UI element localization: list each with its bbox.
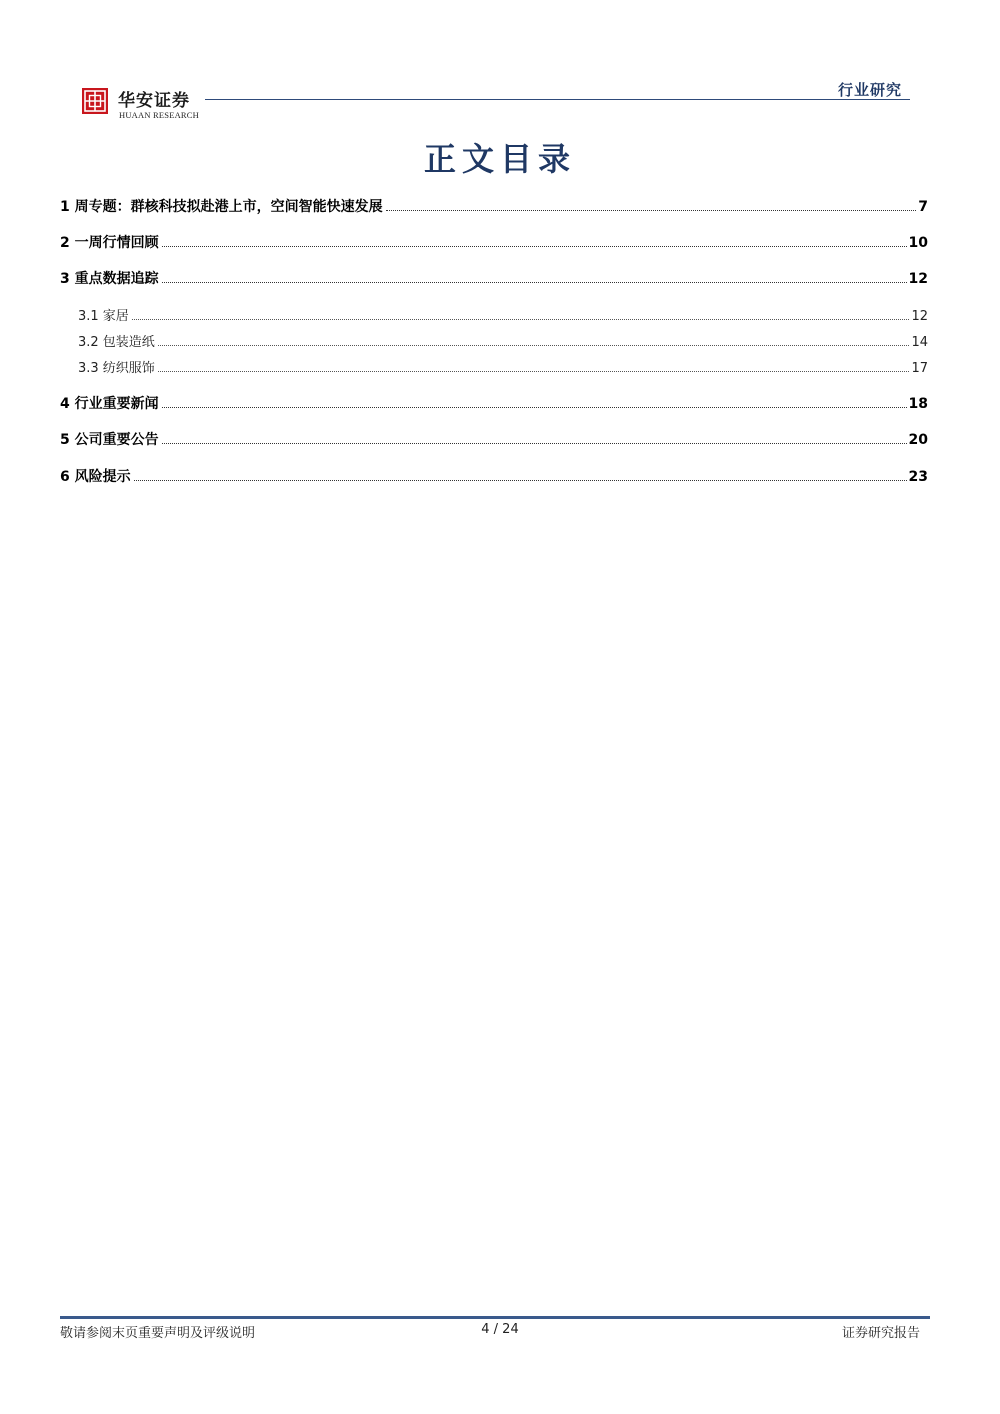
header-divider: [205, 99, 910, 100]
toc-entry-5[interactable]: [60, 429, 928, 449]
toc-leader-dots: [158, 371, 910, 372]
page-header: [0, 0, 1000, 130]
toc-leader-dots: [162, 282, 907, 283]
toc-entry-text: 2 一周行情回顾: [60, 235, 159, 251]
toc-entry-1[interactable]: [60, 196, 928, 216]
footer-disclaimer: 敬请参阅末页重要声明及评级说明: [60, 1326, 256, 1341]
toc-page-number: 10: [908, 235, 928, 251]
toc-entry-text: 4 行业重要新闻: [60, 396, 159, 412]
toc-entry-2[interactable]: [60, 232, 928, 252]
page-number: 4 / 24: [481, 1322, 519, 1337]
toc-page-number: 12: [908, 271, 928, 287]
toc-entry-text: 5 公司重要公告: [60, 432, 159, 448]
logo-english-name: HUAAN RESEARCH: [119, 110, 200, 120]
toc-page-number: 23: [908, 469, 928, 485]
toc-leader-dots: [162, 246, 907, 247]
toc-page-number: 18: [908, 396, 928, 412]
toc-entry-6[interactable]: [60, 466, 928, 486]
toc-leader-dots: [386, 210, 917, 211]
report-category: 行业研究: [837, 81, 902, 99]
toc-leader-dots: [134, 480, 907, 481]
huaan-logo-icon: [82, 88, 108, 114]
toc-entry-3-2[interactable]: [60, 331, 928, 349]
toc-page-number: 17: [911, 361, 928, 376]
toc-page-number: 7: [918, 199, 928, 215]
toc-entry-text: 3 重点数据追踪: [60, 271, 159, 287]
toc-entry-3[interactable]: [60, 268, 928, 288]
footer-divider: [60, 1316, 930, 1319]
toc-entry-text: 1 周专题：群核科技拟赴港上市，空间智能快速发展: [60, 199, 383, 215]
toc-page-number: 14: [911, 335, 928, 350]
logo-chinese-name: 华安证券: [118, 91, 190, 111]
toc-page-number: 20: [908, 432, 928, 448]
footer-report-type: 证券研究报告: [841, 1326, 920, 1341]
toc-leader-dots: [162, 407, 907, 408]
toc-entry-text: 3.3 纺织服饰: [78, 361, 155, 376]
toc-entry-3-3[interactable]: [60, 357, 928, 375]
toc-entry-3-1[interactable]: [60, 305, 928, 323]
page-title: 正文目录: [423, 140, 576, 178]
toc-leader-dots: [158, 345, 910, 346]
toc-page-number: 12: [911, 309, 928, 324]
toc-entry-text: 3.1 家居: [78, 309, 129, 324]
toc-entry-text: 3.2 包装造纸: [78, 335, 155, 350]
toc-leader-dots: [132, 319, 910, 320]
toc-entry-4[interactable]: [60, 393, 928, 413]
toc-entry-text: 6 风险提示: [60, 469, 131, 485]
toc-leader-dots: [162, 443, 907, 444]
